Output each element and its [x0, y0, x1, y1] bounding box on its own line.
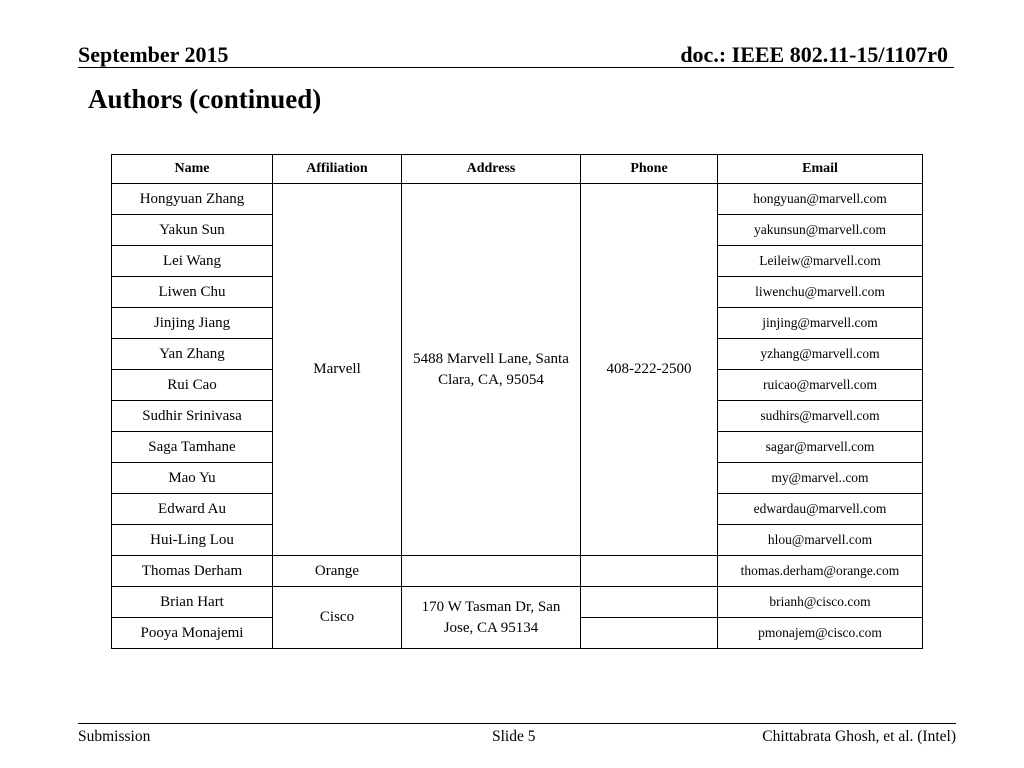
address-cell: 170 W Tasman Dr, San Jose, CA 95134	[402, 587, 581, 649]
author-name: Hui-Ling Lou	[112, 525, 273, 556]
phone-cell: 408-222-2500	[581, 184, 718, 556]
author-email: yzhang@marvell.com	[718, 339, 923, 370]
table-row	[112, 587, 923, 618]
slide-title: Authors (continued)	[88, 84, 322, 114]
author-email: sudhirs@marvell.com	[718, 401, 923, 432]
author-name: Rui Cao	[112, 370, 273, 401]
header-divider	[78, 67, 954, 68]
footer-slide-number: Slide 5	[492, 728, 536, 745]
header-doc-id: doc.: IEEE 802.11-15/1107r0	[680, 42, 948, 67]
author-email: thomas.derham@orange.com	[718, 556, 923, 587]
author-name: Pooya Monajemi	[112, 618, 273, 649]
column-header-address: Address	[402, 155, 581, 184]
author-email: yakunsun@marvell.com	[718, 215, 923, 246]
phone-cell	[581, 556, 718, 587]
author-name: Jinjing Jiang	[112, 308, 273, 339]
author-email: my@marvel..com	[718, 463, 923, 494]
author-email: hlou@marvell.com	[718, 525, 923, 556]
author-email: brianh@cisco.com	[718, 587, 923, 618]
author-email: liwenchu@marvell.com	[718, 277, 923, 308]
phone-cell	[581, 587, 718, 618]
author-name: Yan Zhang	[112, 339, 273, 370]
address-cell	[402, 556, 581, 587]
author-name: Thomas Derham	[112, 556, 273, 587]
address-cell: 5488 Marvell Lane, Santa Clara, CA, 95054	[402, 184, 581, 556]
author-email: ruicao@marvell.com	[718, 370, 923, 401]
column-header-email: Email	[718, 155, 923, 184]
author-name: Brian Hart	[112, 587, 273, 618]
table-header-row	[112, 155, 923, 184]
affiliation-cell: Orange	[273, 556, 402, 587]
column-header-name: Name	[112, 155, 273, 184]
author-name: Hongyuan Zhang	[112, 184, 273, 215]
author-email: edwardau@marvell.com	[718, 494, 923, 525]
author-name: Mao Yu	[112, 463, 273, 494]
author-email: pmonajem@cisco.com	[718, 618, 923, 649]
author-name: Liwen Chu	[112, 277, 273, 308]
author-name: Edward Au	[112, 494, 273, 525]
author-email: Leileiw@marvell.com	[718, 246, 923, 277]
footer-divider	[78, 723, 956, 724]
column-header-affiliation: Affiliation	[273, 155, 402, 184]
author-email: hongyuan@marvell.com	[718, 184, 923, 215]
author-name: Sudhir Srinivasa	[112, 401, 273, 432]
authors-table	[111, 154, 923, 649]
author-name: Yakun Sun	[112, 215, 273, 246]
footer-author: Chittabrata Ghosh, et al. (Intel)	[762, 728, 956, 745]
column-header-phone: Phone	[581, 155, 718, 184]
table-row	[112, 184, 923, 215]
footer-submission: Submission	[78, 728, 151, 745]
affiliation-cell: Marvell	[273, 184, 402, 556]
author-name: Lei Wang	[112, 246, 273, 277]
header-date: September 2015	[78, 42, 229, 67]
author-name: Saga Tamhane	[112, 432, 273, 463]
table-row	[112, 556, 923, 587]
phone-cell	[581, 618, 718, 649]
author-email: sagar@marvell.com	[718, 432, 923, 463]
author-email: jinjing@marvell.com	[718, 308, 923, 339]
affiliation-cell: Cisco	[273, 587, 402, 649]
